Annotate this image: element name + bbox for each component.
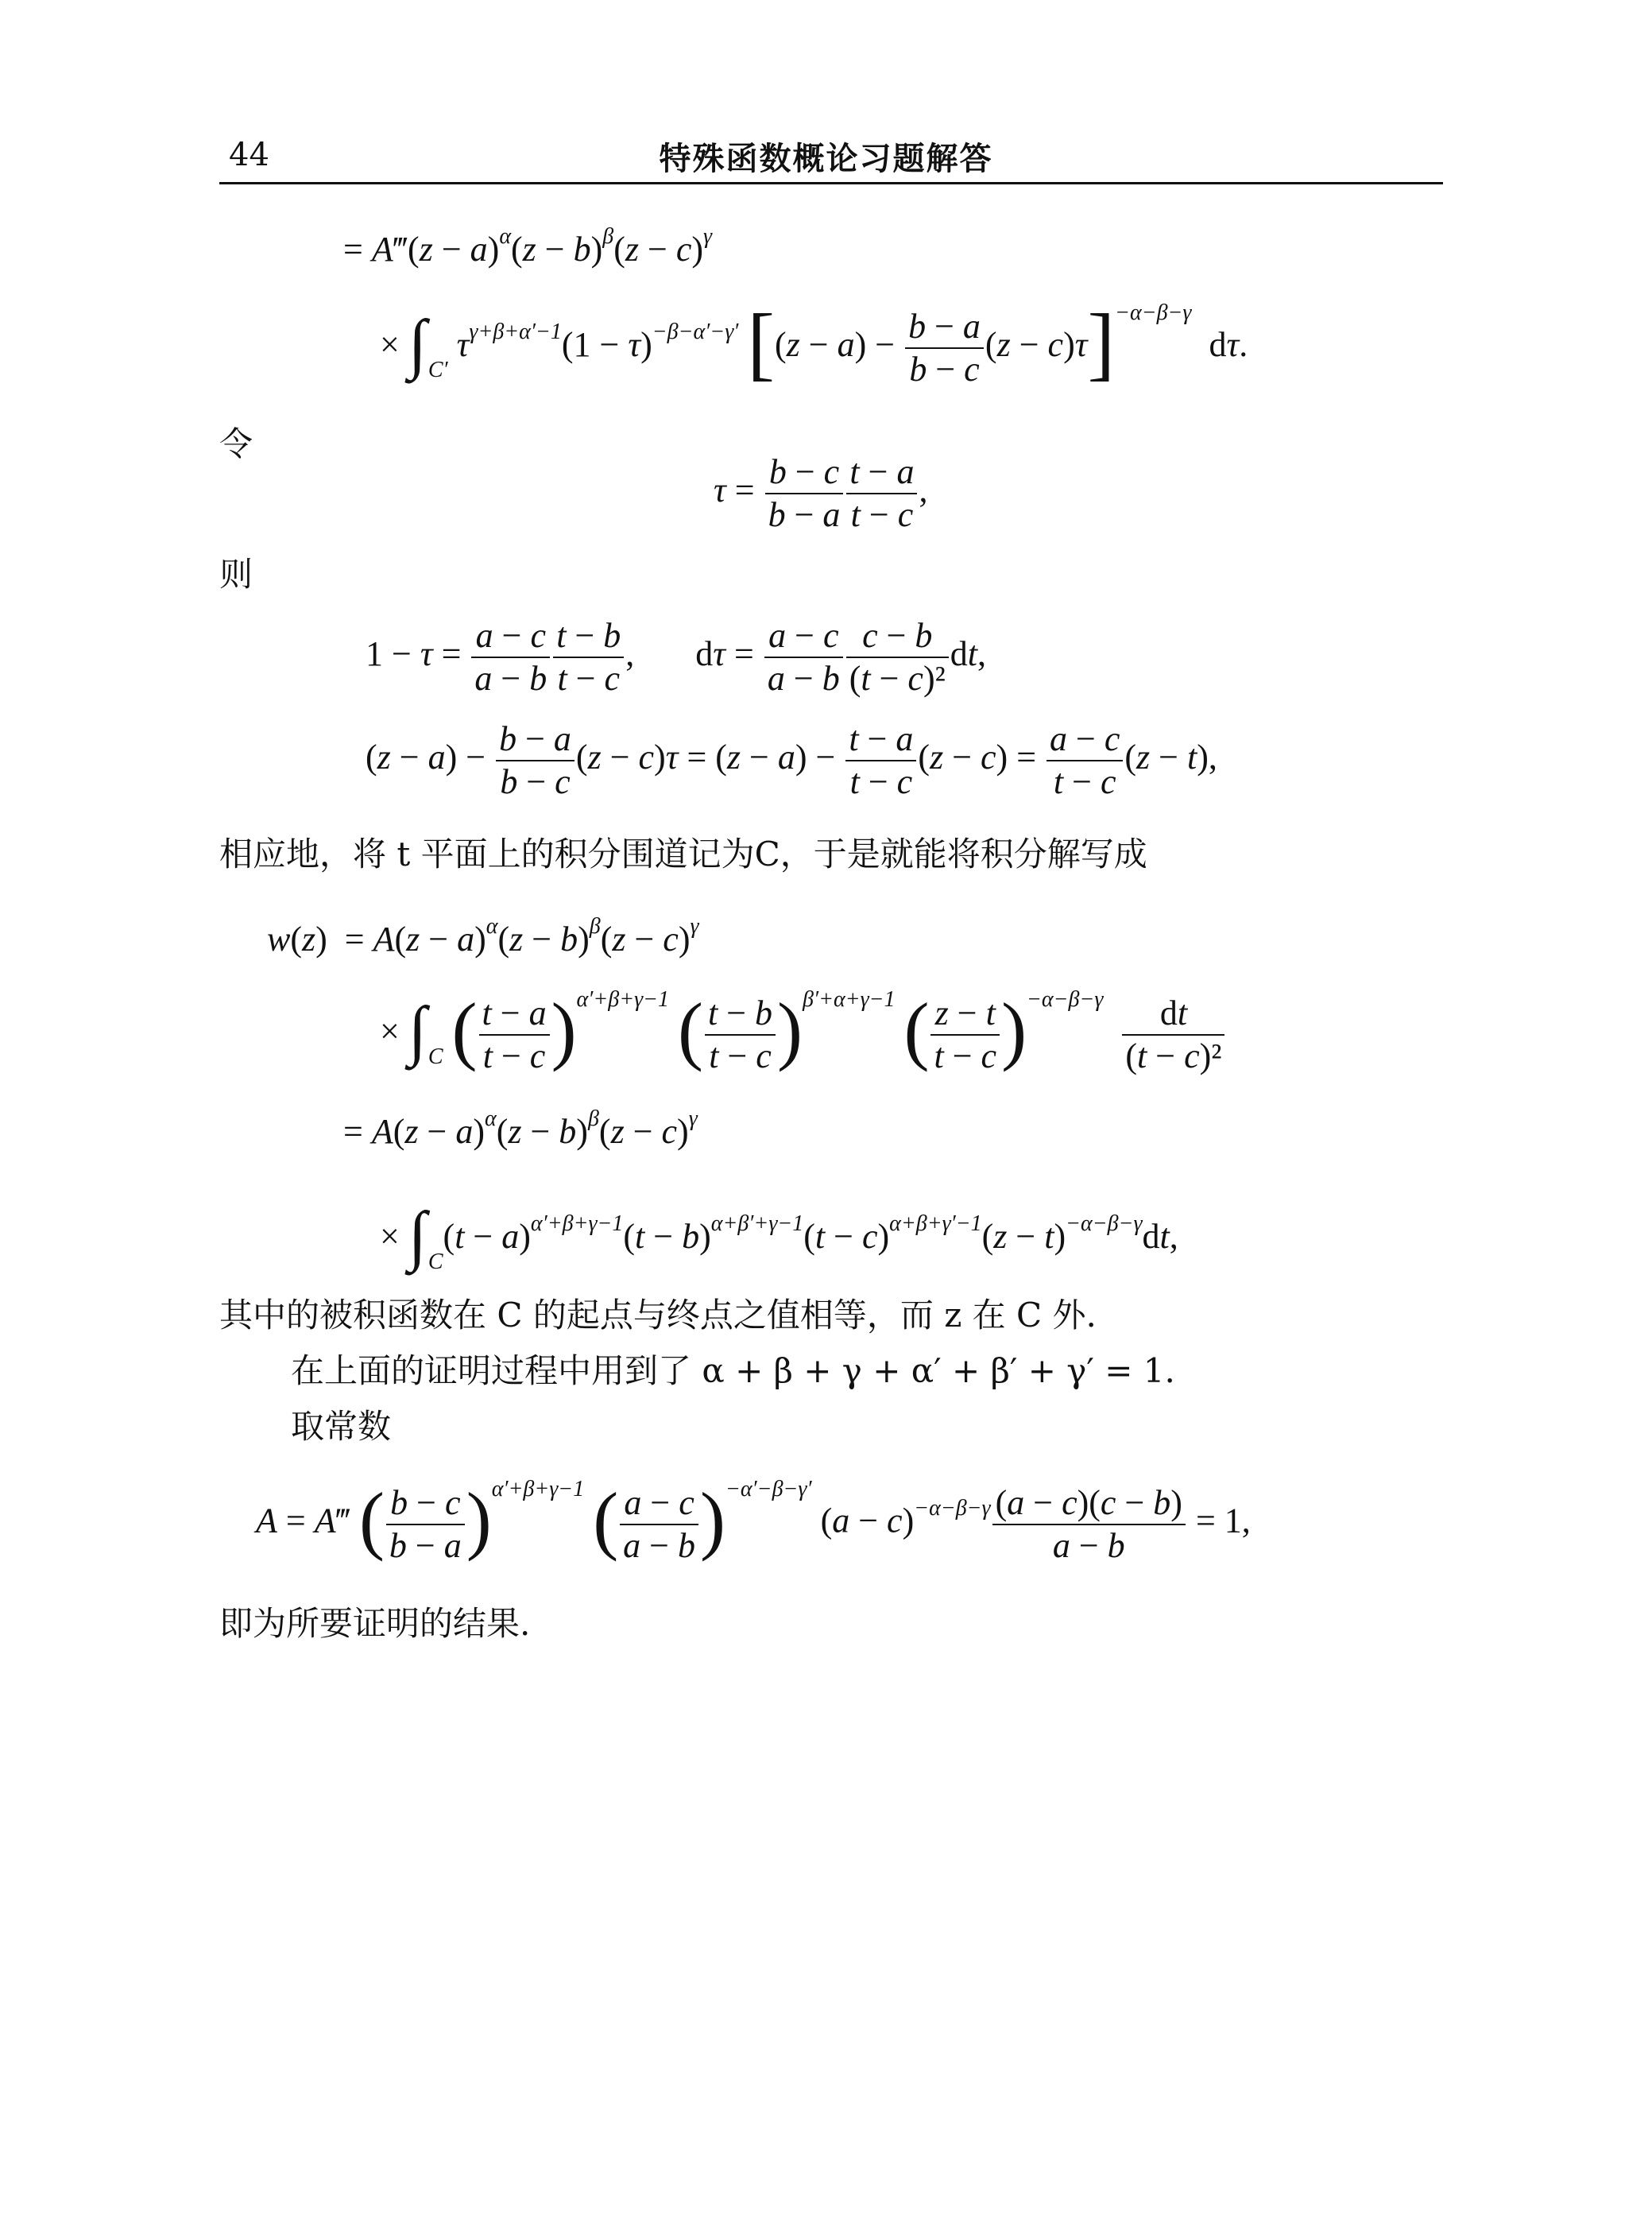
text-conclusion: 即为所要证明的结果. [219, 1604, 531, 1643]
relation-2: (z − a) − $\frac{b - a}{b - c}$ (z − c)τ = (z − a) − $\frac{t - a}{t - c}$ (z − c) = $\frac{a - c}{t - c}$ (z − t), [366, 719, 1217, 801]
w-equation-line-2: × $\int_C$ ( $\frac{t - a}{t - c}$ )$^{\alpha'+\beta+\gamma-1}$ ( $\frac{t - b}{t - c}$ )$^{\beta'+\alpha+\gamma-1}$ ( $\frac{z - t}{t - c}$ )$^{-\alpha-\beta-\gamma}$ $\frac{dt}{\text{(t − c)²}}$ [380, 982, 1226, 1079]
text-let: 令 [219, 424, 253, 463]
text-used-sentence: 在上面的证明过程中用到了 α + β + γ + α′ + β′ + γ′ = 1. [291, 1351, 1175, 1390]
w-equation-line-1: $w(z) = A(z - a)^\alpha(z - b)^\beta(z - c)^\gamma$ [267, 914, 699, 959]
text-integrand-sentence: 其中的被积函数在 C 的起点与终点之值相等，而 z 在 C 外. [219, 1296, 1097, 1335]
relation-1: 1 − τ = $\frac{a - c}{a - b}$ $\frac{t - b}{t - c}$ , dτ = $\frac{a - c}{a - b}$ $\frac{c - b}{\text{(t − c)²}}$ dt, [366, 616, 987, 698]
header-rule [219, 182, 1443, 184]
running-title: 特殊函数概论习题解答 [659, 141, 993, 177]
substitution-equation: τ = $\frac{b - c}{b - a}$ $\frac{t - a}{t - c}$ , [714, 452, 928, 534]
page-number: 44 [229, 137, 269, 173]
text-then: 则 [219, 555, 253, 594]
text-contour-sentence: 相应地，将 t 平面上的积分围道记为C，于是就能将积分解写成 [219, 835, 1147, 874]
constant-equation: A = A‴ ( $\frac{b - c}{b - a}$ )$^{\alpha'+\beta+\gamma-1}$ ( $\frac{a - c}{a - b}$ )$^{-\alpha'-\beta-\gamma'}$ $(a - c)^{-\alpha-\beta-\gamma}$ $\frac{(a - c)(c - b)}{a - b}$ = 1, [256, 1476, 1251, 1565]
w-equation-line-4: × $\int_C(t - a)^{\alpha'+\beta+\gamma-1}(t - b)^{\alpha+\beta'+\gamma-1}(t - c)^{\alpha+\beta+\gamma'-1}(z - t)^{-\alpha-\beta-\gamma}dt$, [380, 1199, 1178, 1274]
equation-1-line-1: = A‴(z − $a)^\alpha(z - b)^\beta(z - c)^\gamma$ [343, 224, 713, 269]
w-equation-line-3: = $A(z - a)^\alpha(z - b)^\beta(z - c)^\gamma$ [343, 1106, 698, 1151]
equation-1-line-2: × $\int_{C'}$ $\tau^{\gamma+\beta+\alpha'-1}(1 - \tau)^{-\beta-\alpha'-\gamma'}$ [(z − a) − $\frac{b - a}{b - c}$ (z − c)τ]$^{-\alpha-\beta-\gamma}$ dτ. [380, 297, 1248, 389]
text-take-constant: 取常数 [291, 1407, 392, 1446]
